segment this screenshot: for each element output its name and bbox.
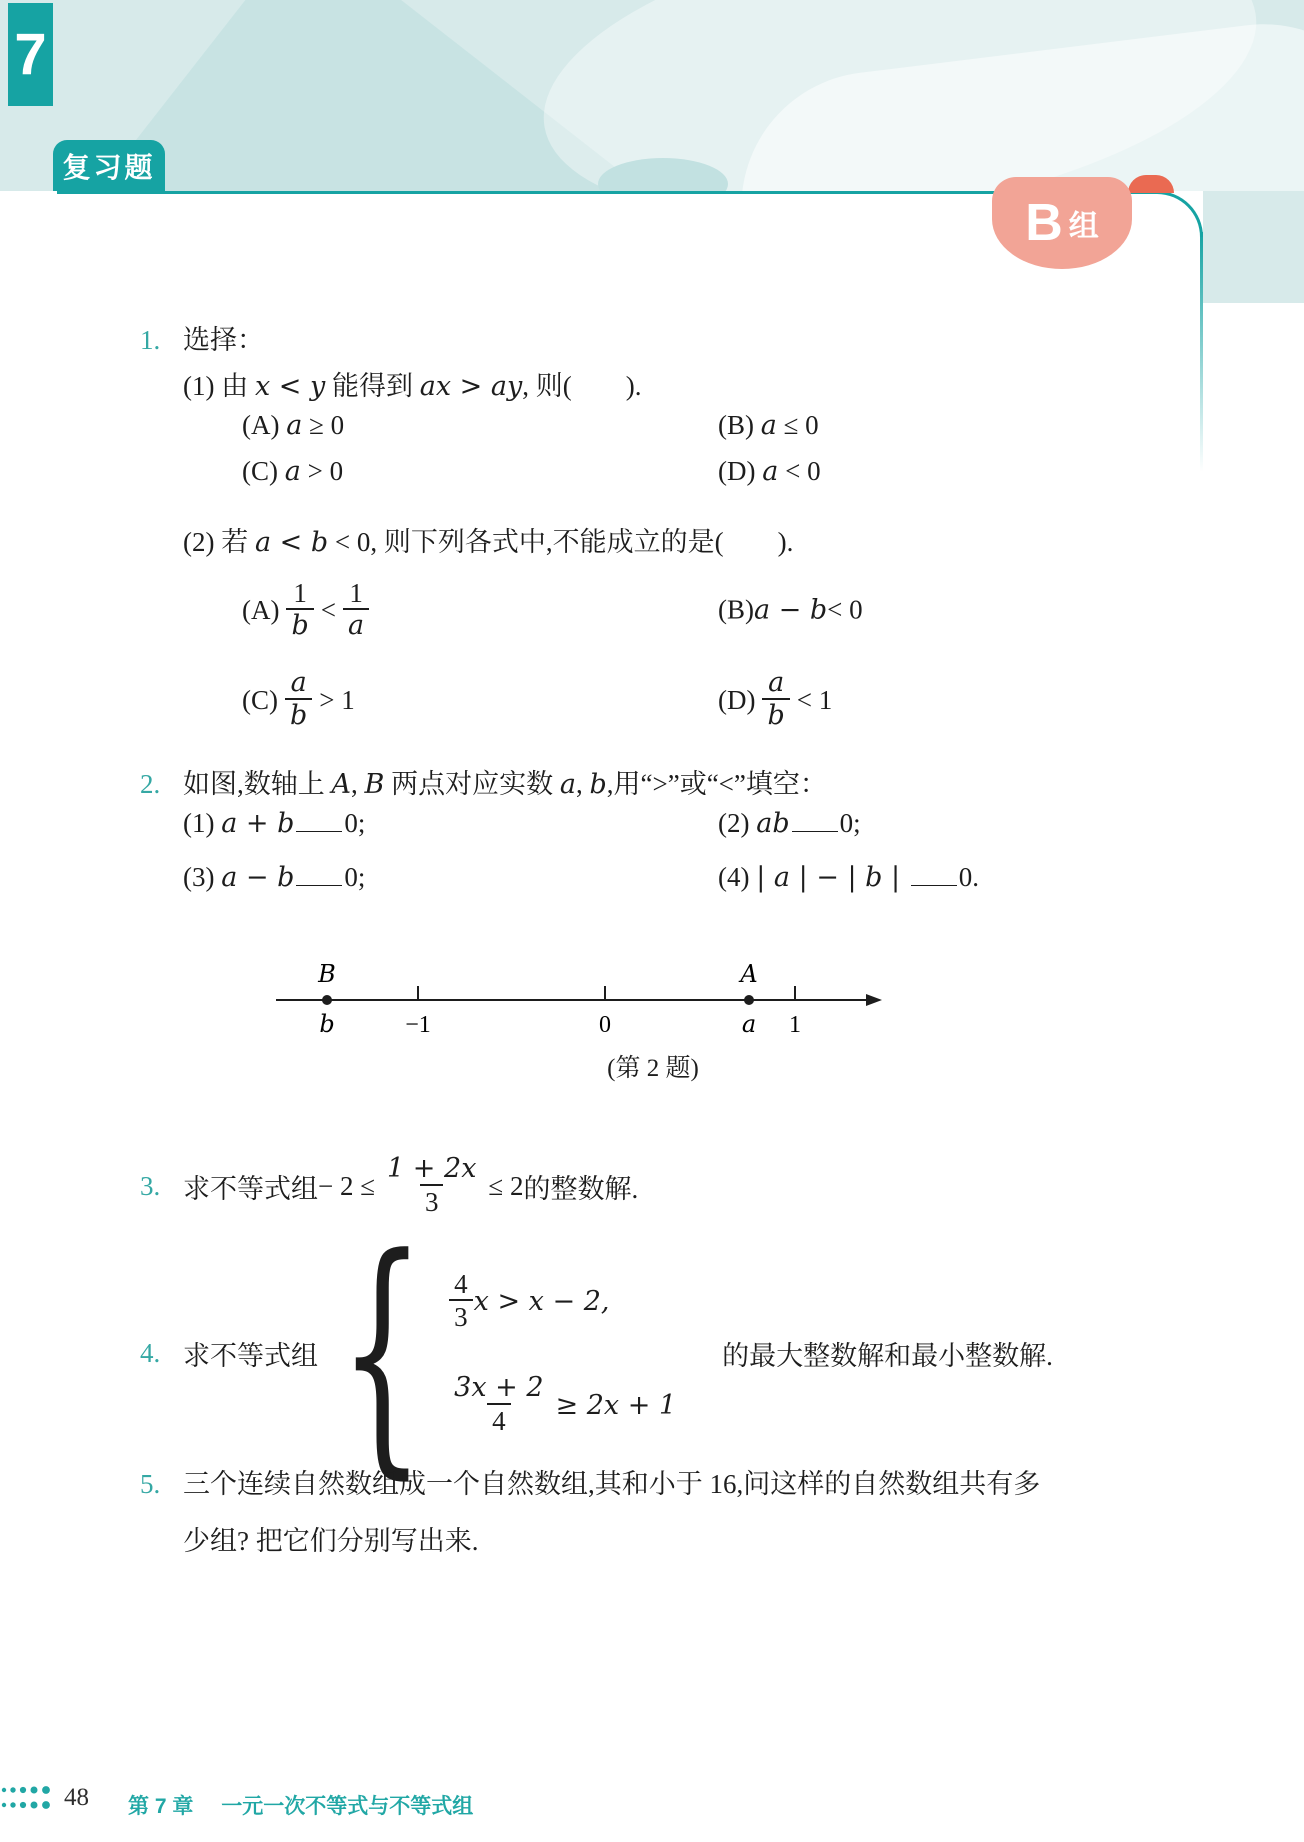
footer-dots-icon xyxy=(0,1780,64,1816)
stem-text: , xyxy=(351,769,365,799)
fraction xyxy=(449,1373,548,1437)
point-B-dot xyxy=(322,995,332,1005)
option-label: (B) xyxy=(718,594,754,625)
problem-number: 1. xyxy=(140,325,161,355)
chapter-number-box xyxy=(8,3,53,106)
review-tab-label: 复习题 xyxy=(62,151,156,183)
math-expr: a − b xyxy=(754,594,828,626)
problem-1-title: 选择： xyxy=(183,325,264,355)
header-band xyxy=(0,0,1304,191)
problem-2-stem xyxy=(140,762,1304,801)
stem-text: 的最大整数解和最小整数解. xyxy=(722,1340,1053,1371)
stem-text: 求不等式组 xyxy=(183,1173,318,1204)
system-brace: { xyxy=(338,1204,426,1502)
label-A: A xyxy=(740,960,758,988)
denominator: b xyxy=(285,698,312,732)
math-expr: a xyxy=(762,456,779,487)
problem-number: 5. xyxy=(140,1469,161,1499)
math-expr: x > x − 2, xyxy=(473,1285,610,1317)
numerator: 3x + 2 xyxy=(454,1372,544,1403)
fraction xyxy=(286,578,313,642)
math-expr: a < b xyxy=(254,527,329,558)
stem-text: 三个连续自然数组成一个自然数组,其和小于 16,问这样的自然数组共有多 xyxy=(183,1469,1041,1499)
math-rest: < 0 xyxy=(778,456,821,486)
math-rest: < 1 xyxy=(796,684,833,715)
item-label: (4) xyxy=(718,862,757,892)
point-A-dot xyxy=(744,995,754,1005)
stem-text: , 则( ). xyxy=(522,371,642,401)
math-expr: x < y xyxy=(254,371,326,402)
denominator: 3 xyxy=(449,1299,473,1333)
card-corner-border xyxy=(1157,191,1203,237)
stem-text: 少组? 把它们分别写出来. xyxy=(183,1526,479,1556)
numerator: 1 + 2x xyxy=(387,1153,477,1184)
item-label: (2) xyxy=(718,808,757,838)
system-row-2 xyxy=(442,1373,676,1437)
option-c xyxy=(242,456,343,487)
axis-arrow-icon xyxy=(866,994,882,1006)
fill-item-4 xyxy=(718,862,979,893)
problem-number: 4. xyxy=(140,1337,161,1368)
label-b: b xyxy=(319,1010,335,1038)
fill-item-2 xyxy=(718,808,861,839)
math-expr: a − b xyxy=(221,862,295,893)
problem-1-q2-option-a xyxy=(242,578,376,642)
option-label: (A) xyxy=(242,410,287,440)
math-rest: ≥ 0 xyxy=(302,410,345,440)
tick-label-1: 1 xyxy=(789,1012,801,1038)
problem-1-q2-option-c xyxy=(242,668,355,732)
stem-text: (2) 若 xyxy=(183,527,255,557)
problem-1-q1-stem xyxy=(183,364,1304,403)
stem-text: 两点对应实数 xyxy=(384,769,560,799)
inequality-system xyxy=(442,1269,676,1437)
math-rest: < 0 xyxy=(328,527,371,557)
badge-suffix: 组 xyxy=(1068,210,1099,243)
problem-1-heading xyxy=(140,318,1304,357)
fill-item-3 xyxy=(183,862,365,893)
denominator: b xyxy=(286,608,313,642)
math-expr: a xyxy=(559,769,576,800)
stem-text: 的整数解. xyxy=(523,1173,639,1204)
option-a xyxy=(242,410,344,441)
math-rest: 0. xyxy=(958,862,979,892)
tick-label-0: 0 xyxy=(599,1012,611,1038)
problem-5-line2 xyxy=(183,1519,1304,1558)
denominator: 3 xyxy=(420,1184,444,1218)
math-expr: A xyxy=(331,769,351,800)
problem-1-q2-option-d xyxy=(718,668,832,732)
fill-item-1 xyxy=(183,808,365,839)
math-expr: | a | − | b | xyxy=(756,862,909,893)
math-rest: ≤ 0 xyxy=(776,410,819,440)
header-band-right xyxy=(1203,191,1304,303)
problem-5-line1 xyxy=(140,1462,1304,1501)
numerator: 4 xyxy=(454,1269,468,1299)
numerator: a xyxy=(290,667,307,698)
option-label: (D) xyxy=(718,456,763,486)
math-expr: a xyxy=(284,456,301,487)
option-label: (B) xyxy=(718,410,761,440)
denominator: a xyxy=(343,608,369,642)
math-expr: a + b xyxy=(221,808,295,839)
math-rest: ≤ 2 xyxy=(488,1170,524,1201)
answer-blank xyxy=(296,877,342,886)
math-expr: ax > ay xyxy=(419,371,523,402)
stem-text: 求不等式组 xyxy=(183,1340,318,1371)
answer-blank xyxy=(911,877,957,886)
tick-label-minus1: −1 xyxy=(405,1012,431,1038)
math-rest: 0; xyxy=(839,808,861,838)
numerator: 1 xyxy=(293,578,307,608)
problem-number: 3. xyxy=(140,1170,161,1201)
relation: < xyxy=(320,594,337,625)
stem-text: 能得到 xyxy=(325,371,420,401)
numerator: a xyxy=(768,667,785,698)
stem-text: , 则下列各式中,不能成立的是( ). xyxy=(370,527,794,557)
system-row-1 xyxy=(442,1269,676,1333)
answer-blank xyxy=(792,823,838,832)
fraction xyxy=(449,1269,473,1333)
stem-text: ,用“>”或“<”填空： xyxy=(606,769,827,799)
chapter-label: 第 7 章 xyxy=(128,1795,194,1818)
fraction xyxy=(343,578,369,642)
math-rest: 0; xyxy=(344,862,366,892)
problem-number: 2. xyxy=(140,769,161,799)
fraction xyxy=(285,668,312,732)
math-rest: − 2 ≤ xyxy=(318,1170,376,1201)
math-expr: ≥ 2x + 1 xyxy=(555,1389,677,1421)
numerator: 1 xyxy=(349,578,363,608)
option-d xyxy=(718,456,821,487)
math-expr: B xyxy=(364,769,385,800)
option-label: (C) xyxy=(242,456,285,486)
review-section-tab xyxy=(53,140,165,191)
badge-letter: B xyxy=(1025,194,1063,252)
stem-text: 如图,数轴上 xyxy=(183,769,332,799)
math-rest: > 1 xyxy=(319,684,355,715)
denominator: b xyxy=(762,698,789,732)
fraction xyxy=(762,668,789,732)
item-label: (1) xyxy=(183,808,222,838)
answer-blank xyxy=(296,823,342,832)
math-expr: ab xyxy=(756,808,790,839)
number-line-figure xyxy=(250,940,910,1060)
label-B: B xyxy=(318,960,336,988)
figure-caption: (第 2 题) xyxy=(607,1055,699,1082)
option-b xyxy=(718,410,819,441)
stem-text: (1) 由 xyxy=(183,371,255,401)
option-label: (D) xyxy=(718,684,756,715)
math-expr: a xyxy=(760,410,777,441)
denominator: 4 xyxy=(487,1403,511,1437)
chapter-title: 一元一次不等式与不等式组 xyxy=(221,1795,474,1818)
option-label: (C) xyxy=(242,684,278,715)
math-rest: < 0 xyxy=(827,594,863,625)
label-a: a xyxy=(741,1010,757,1038)
problem-1-q2-option-b xyxy=(718,595,863,626)
item-label: (3) xyxy=(183,862,222,892)
stem-text: , xyxy=(575,769,590,799)
page-number: 48 xyxy=(64,1784,89,1811)
math-expr: b xyxy=(589,769,607,800)
footer-chapter xyxy=(128,1790,473,1820)
math-expr: a xyxy=(286,410,303,441)
problem-1-q2-stem xyxy=(183,520,1304,559)
math-rest: > 0 xyxy=(300,456,344,486)
math-rest: 0; xyxy=(344,808,366,838)
option-label: (A) xyxy=(242,594,280,625)
chapter-number: 7 xyxy=(14,22,47,87)
